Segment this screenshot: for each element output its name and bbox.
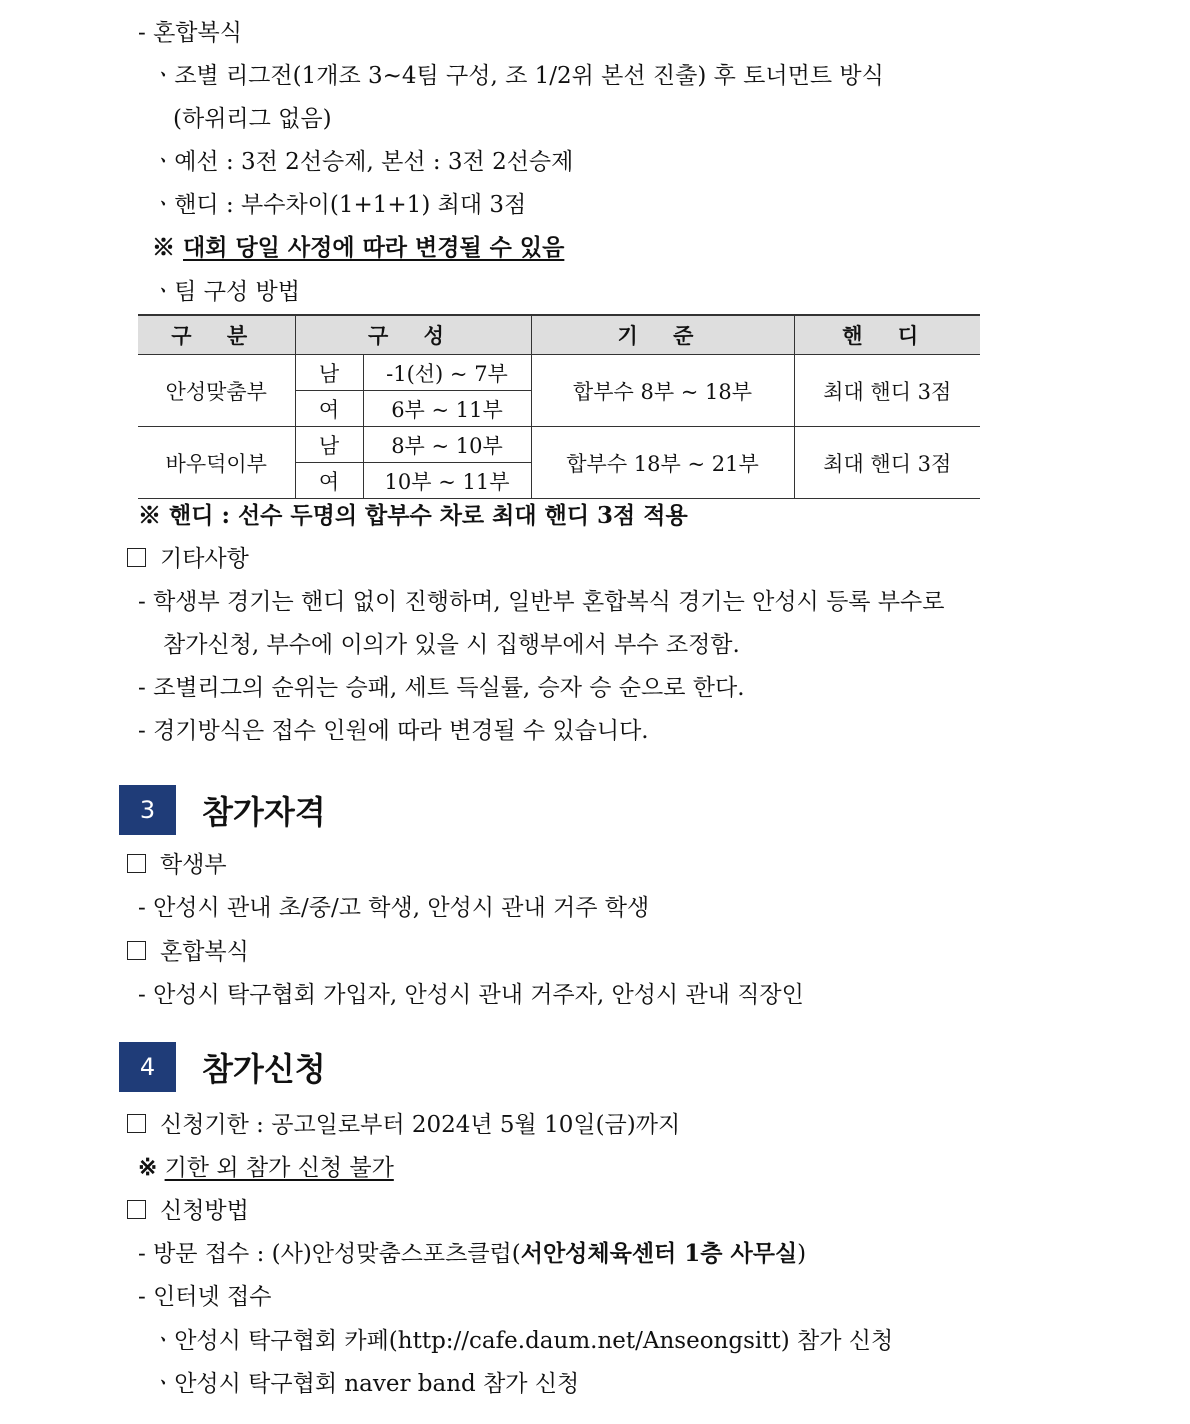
section-4-title: 참가신청 — [202, 1050, 326, 1088]
checkbox-square-icon — [127, 854, 146, 873]
method-title: 신청방법 — [160, 1198, 249, 1224]
range-cell: 8부 ~ 10부 — [363, 427, 531, 463]
mixed-desc: - 안성시 탁구협회 가입자, 안성시 관내 거주자, 안성시 관내 직장인 — [138, 982, 804, 1008]
deadline-note — [138, 1153, 394, 1183]
handicap-cell: 최대 핸디 3점 — [794, 355, 980, 427]
section-4-number: 4 — [119, 1042, 176, 1092]
section-3-number: 3 — [119, 785, 176, 835]
checkbox-square-icon — [127, 548, 146, 567]
handicap-cell: 최대 핸디 3점 — [794, 427, 980, 499]
gender-cell: 여 — [295, 391, 363, 427]
etc-heading — [127, 544, 249, 574]
student-heading — [127, 850, 227, 880]
etc-line-3: - 경기방식은 접수 인원에 따라 변경될 수 있습니다. — [138, 718, 649, 744]
internet-cafe: ㆍ안성시 탁구협회 카페(http://cafe.daum.net/Anseongsitt) 참가 신청 — [152, 1328, 894, 1354]
table-row — [138, 355, 980, 391]
mixed-doubles-heading: - 혼합복식 — [138, 20, 242, 46]
header-composition: 구 성 — [295, 315, 531, 355]
team-composition-heading: ㆍ팀 구성 방법 — [152, 279, 300, 305]
format-item-league: ㆍ조별 리그전(1개조 3~4팀 구성, 조 1/2위 본선 진출) 후 토너먼트 방식 — [152, 63, 884, 89]
checkbox-square-icon — [127, 1114, 146, 1133]
section-3-title: 참가자격 — [202, 793, 326, 831]
gender-cell: 남 — [295, 355, 363, 391]
format-item-handicap: ㆍ핸디 : 부수차이(1+1+1) 최대 3점 — [152, 192, 527, 218]
notice-mark: ※ — [152, 234, 175, 261]
format-item-league-cont: (하위리그 없음) — [173, 106, 332, 132]
notice-text: 대회 당일 사정에 따라 변경될 수 있음 — [183, 234, 565, 261]
header-criteria: 기 준 — [531, 315, 794, 355]
section-3-header — [119, 785, 326, 835]
division-cell: 안성맞춤부 — [138, 355, 295, 427]
table-row — [138, 427, 980, 463]
checkbox-square-icon — [127, 1200, 146, 1219]
criteria-cell: 합부수 8부 ~ 18부 — [531, 355, 794, 427]
deadline-note-text: 기한 외 참가 신청 불가 — [164, 1155, 394, 1181]
etc-line-1: - 학생부 경기는 핸디 없이 진행하며, 일반부 혼합복식 경기는 안성시 등록 부수로 — [138, 589, 945, 615]
visit-suffix: ) — [797, 1241, 807, 1267]
header-division: 구 분 — [138, 315, 295, 355]
range-cell: 6부 ~ 11부 — [363, 391, 531, 427]
deadline-heading — [127, 1110, 680, 1140]
visit-application — [138, 1239, 806, 1269]
visit-prefix: - 방문 접수 : (사)안성맞춤스포츠클럽( — [138, 1241, 521, 1267]
gender-cell: 여 — [295, 463, 363, 499]
gender-cell: 남 — [295, 427, 363, 463]
mixed-heading — [127, 937, 249, 967]
visit-location: 서안성체육센터 1층 사무실 — [520, 1240, 798, 1267]
criteria-cell: 합부수 18부 ~ 21부 — [531, 427, 794, 499]
table-header-row — [138, 315, 980, 355]
section-4-header — [119, 1042, 326, 1092]
handicap-note: ※ 핸디 : 선수 두명의 합부수 차로 최대 핸디 3점 적용 — [138, 502, 688, 529]
etc-line-1-cont: 참가신청, 부수에 이의가 있을 시 집행부에서 부수 조정함. — [163, 632, 740, 658]
mixed-title: 혼합복식 — [160, 939, 249, 965]
division-cell: 바우덕이부 — [138, 427, 295, 499]
format-item-rounds: ㆍ예선 : 3전 2선승제, 본선 : 3전 2선승제 — [152, 149, 574, 175]
etc-line-2: - 조별리그의 순위는 승패, 세트 득실률, 승자 승 순으로 한다. — [138, 675, 745, 701]
student-title: 학생부 — [160, 852, 227, 878]
etc-title: 기타사항 — [160, 546, 249, 572]
internet-application: - 인터넷 접수 — [138, 1284, 272, 1310]
header-handicap: 핸 디 — [794, 315, 980, 355]
student-desc: - 안성시 관내 초/중/고 학생, 안성시 관내 거주 학생 — [138, 895, 650, 921]
method-heading — [127, 1196, 249, 1226]
checkbox-square-icon — [127, 941, 146, 960]
team-composition-table — [138, 314, 980, 499]
change-notice — [152, 233, 564, 263]
range-cell: -1(선) ~ 7부 — [363, 355, 531, 391]
internet-band: ㆍ안성시 탁구협회 naver band 참가 신청 — [152, 1371, 580, 1397]
range-cell: 10부 ~ 11부 — [363, 463, 531, 499]
deadline-note-mark: ※ — [138, 1154, 158, 1181]
deadline-text: 신청기한 : 공고일로부터 2024년 5월 10일(금)까지 — [160, 1112, 681, 1138]
